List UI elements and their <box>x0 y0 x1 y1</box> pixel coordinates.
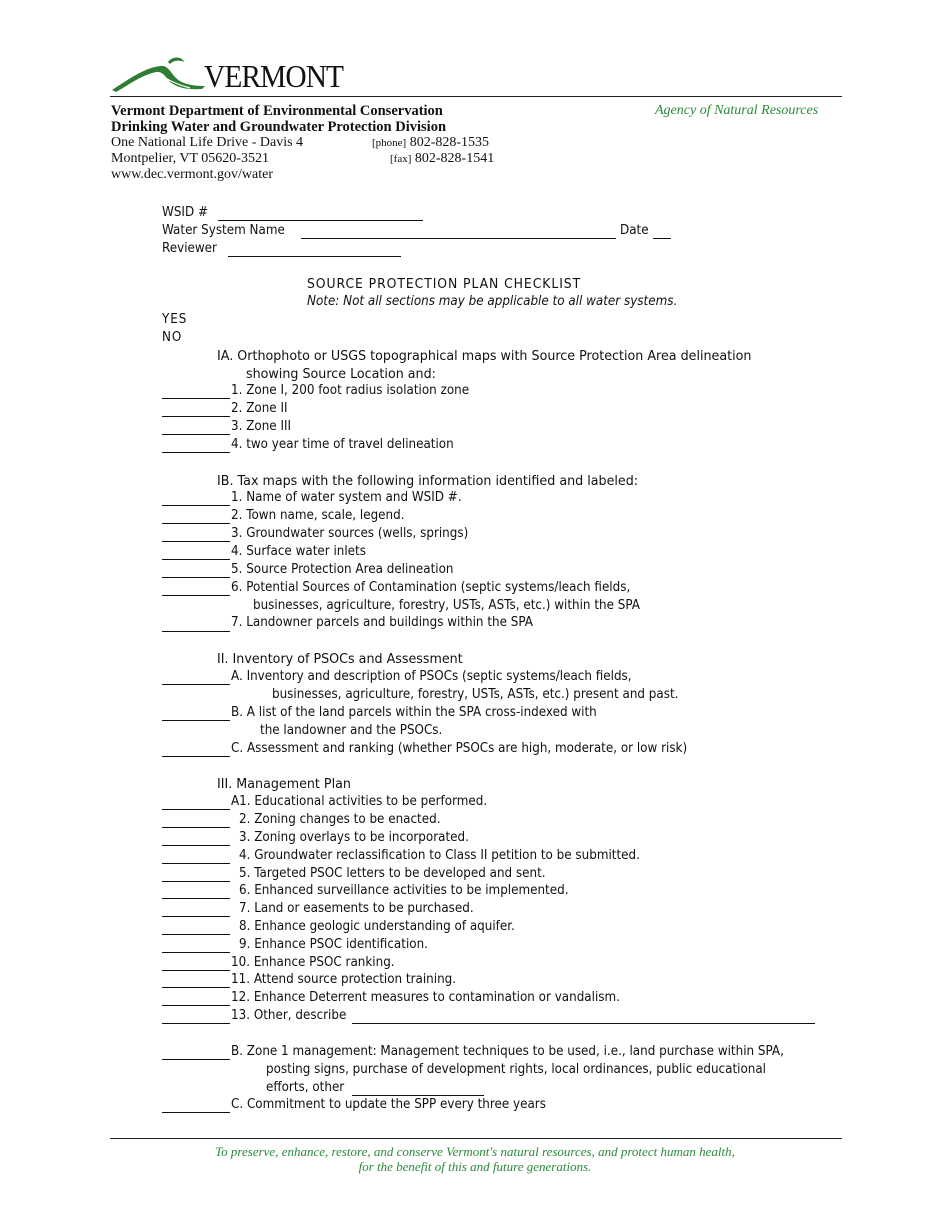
checklist-item-cont: efforts, other <box>266 1080 345 1095</box>
checklist-item: 1. Name of water system and WSID #. <box>231 490 462 505</box>
checklist-item: 3. Zoning overlays to be incorporated. <box>239 830 469 845</box>
checkbox-blank[interactable] <box>162 577 230 578</box>
division-name: Drinking Water and Groundwater Protection Division <box>111 119 447 135</box>
section-ia-heading-cont: showing Source Location and: <box>246 366 436 382</box>
checklist-item: 12. Enhance Deterrent measures to contamination or vandalism. <box>231 990 620 1005</box>
checklist-item: 1. Zone I, 200 foot radius isolation zone <box>231 383 470 398</box>
other-techniques-field[interactable] <box>352 1095 484 1096</box>
department-name: Vermont Department of Environmental Conservation <box>111 103 443 119</box>
checkbox-blank[interactable] <box>162 559 230 560</box>
checklist-item-cont: businesses, agriculture, forestry, USTs, ASTs, etc.) within the SPA <box>253 598 640 613</box>
section-ii-heading: II. Inventory of PSOCs and Assessment <box>217 651 463 667</box>
fax-number: 802-828-1541 <box>414 151 495 166</box>
checkbox-blank[interactable] <box>162 595 230 596</box>
checklist-item: 7. Landowner parcels and buildings within the SPA <box>231 615 533 630</box>
checklist-item: 6. Potential Sources of Contamination (septic systems/leach fields, <box>231 580 631 595</box>
phone-number: 802-828-1535 <box>409 135 490 150</box>
checkbox-blank[interactable] <box>162 863 230 864</box>
fax-label: [fax] <box>390 153 412 165</box>
checklist-item: 7. Land or easements to be purchased. <box>239 901 474 916</box>
footer-mission-line-2: for the benefit of this and future generations. <box>358 1159 592 1174</box>
checklist-item: 3. Groundwater sources (wells, springs) <box>231 526 469 541</box>
checklist-item: A1. Educational activities to be performed. <box>231 794 488 809</box>
checklist-item: 8. Enhance geologic understanding of aquifer. <box>239 919 515 934</box>
phone-info <box>372 135 489 151</box>
checklist-item-cont: the landowner and the PSOCs. <box>260 723 443 738</box>
checklist-item: 3. Zone III <box>231 419 292 434</box>
checklist-title: SOURCE PROTECTION PLAN CHECKLIST <box>307 276 582 292</box>
checklist-item-cont: posting signs, purchase of development rights, local ordinances, public educational <box>266 1062 767 1077</box>
checkbox-blank[interactable] <box>162 809 230 810</box>
date-field[interactable] <box>653 238 671 239</box>
checkbox-blank[interactable] <box>162 541 230 542</box>
address-line-1: One National Life Drive - Davis 4 <box>111 135 304 150</box>
checklist-item: 5. Targeted PSOC letters to be developed and sent. <box>239 866 546 881</box>
checkbox-blank[interactable] <box>162 1023 230 1024</box>
checkbox-blank[interactable] <box>162 1005 230 1006</box>
checklist-item: A. Inventory and description of PSOCs (septic systems/leach fields, <box>231 669 632 684</box>
footer-mission-line-1: To preserve, enhance, restore, and conserve Vermont's natural resources, and protect human health, <box>215 1144 735 1159</box>
checkbox-blank[interactable] <box>162 934 230 935</box>
checklist-item-cont: businesses, agriculture, forestry, USTs, ASTs, etc.) present and past. <box>272 687 679 702</box>
checklist-item: 6. Enhanced surveillance activities to be implemented. <box>239 883 569 898</box>
checkbox-blank[interactable] <box>162 523 230 524</box>
checklist-item: 2. Zone II <box>231 401 288 416</box>
checklist-item: 2. Town name, scale, legend. <box>231 508 405 523</box>
date-label: Date <box>620 223 649 238</box>
checkbox-blank[interactable] <box>162 398 230 399</box>
footer-divider <box>110 1138 842 1139</box>
system-name-field[interactable] <box>301 238 616 239</box>
checklist-item: 11. Attend source protection training. <box>231 972 457 987</box>
section-iii-heading: III. Management Plan <box>217 776 351 792</box>
system-name-label: Water System Name <box>162 223 285 238</box>
checkbox-blank[interactable] <box>162 987 230 988</box>
checklist-item: C. Assessment and ranking (whether PSOCs are high, moderate, or low risk) <box>231 741 688 756</box>
checkbox-blank[interactable] <box>162 505 230 506</box>
checklist-item: 10. Enhance PSOC ranking. <box>231 955 395 970</box>
vermont-logo <box>110 56 360 96</box>
checklist-item: 13. Other, describe <box>231 1008 347 1023</box>
checklist-item: 9. Enhance PSOC identification. <box>239 937 428 952</box>
checkbox-blank[interactable] <box>162 970 230 971</box>
checkbox-blank[interactable] <box>162 827 230 828</box>
header-divider <box>110 96 842 97</box>
no-column-label: NO <box>162 330 183 345</box>
yes-column-label: YES <box>162 312 188 327</box>
checkbox-blank[interactable] <box>162 952 230 953</box>
reviewer-label: Reviewer <box>162 241 217 256</box>
checkbox-blank[interactable] <box>162 898 230 899</box>
checklist-note: Note: Not all sections may be applicable to all water systems. <box>307 294 678 309</box>
address-line-2: Montpelier, VT 05620-3521 <box>111 151 269 166</box>
phone-label: [phone] <box>372 137 407 149</box>
checkbox-blank[interactable] <box>162 631 230 632</box>
fax-info <box>390 151 494 167</box>
checkbox-blank[interactable] <box>162 434 230 435</box>
checkbox-blank[interactable] <box>162 1112 230 1113</box>
checklist-item: C. Commitment to update the SPP every three years <box>231 1097 546 1112</box>
checklist-item: 5. Source Protection Area delineation <box>231 562 454 577</box>
checkbox-blank[interactable] <box>162 845 230 846</box>
checkbox-blank[interactable] <box>162 916 230 917</box>
checklist-item: B. Zone 1 management: Management techniques to be used, i.e., land purchase within SPA, <box>231 1044 784 1059</box>
checklist-item: B. A list of the land parcels within the SPA cross-indexed with <box>231 705 597 720</box>
logo-wordmark: VERMONT <box>204 58 344 94</box>
wsid-field[interactable] <box>218 220 423 221</box>
wsid-label: WSID # <box>162 205 208 220</box>
website-link[interactable]: www.dec.vermont.gov/water <box>111 167 273 182</box>
other-describe-field[interactable] <box>352 1023 815 1024</box>
checkbox-blank[interactable] <box>162 1059 230 1060</box>
section-ib-heading: IB. Tax maps with the following information identified and labeled: <box>217 473 639 489</box>
reviewer-field[interactable] <box>228 256 401 257</box>
checklist-item: 4. Surface water inlets <box>231 544 366 559</box>
section-ia-heading: IA. Orthophoto or USGS topographical maps with Source Protection Area delineation <box>217 348 752 364</box>
checkbox-blank[interactable] <box>162 881 230 882</box>
checkbox-blank[interactable] <box>162 452 230 453</box>
checkbox-blank[interactable] <box>162 720 230 721</box>
checklist-item: 4. two year time of travel delineation <box>231 437 454 452</box>
checkbox-blank[interactable] <box>162 684 230 685</box>
checklist-item: 4. Groundwater reclassification to Class II petition to be submitted. <box>239 848 640 863</box>
checklist-item: 2. Zoning changes to be enacted. <box>239 812 441 827</box>
checkbox-blank[interactable] <box>162 756 230 757</box>
checkbox-blank[interactable] <box>162 416 230 417</box>
agency-name: Agency of Natural Resources <box>655 103 819 118</box>
